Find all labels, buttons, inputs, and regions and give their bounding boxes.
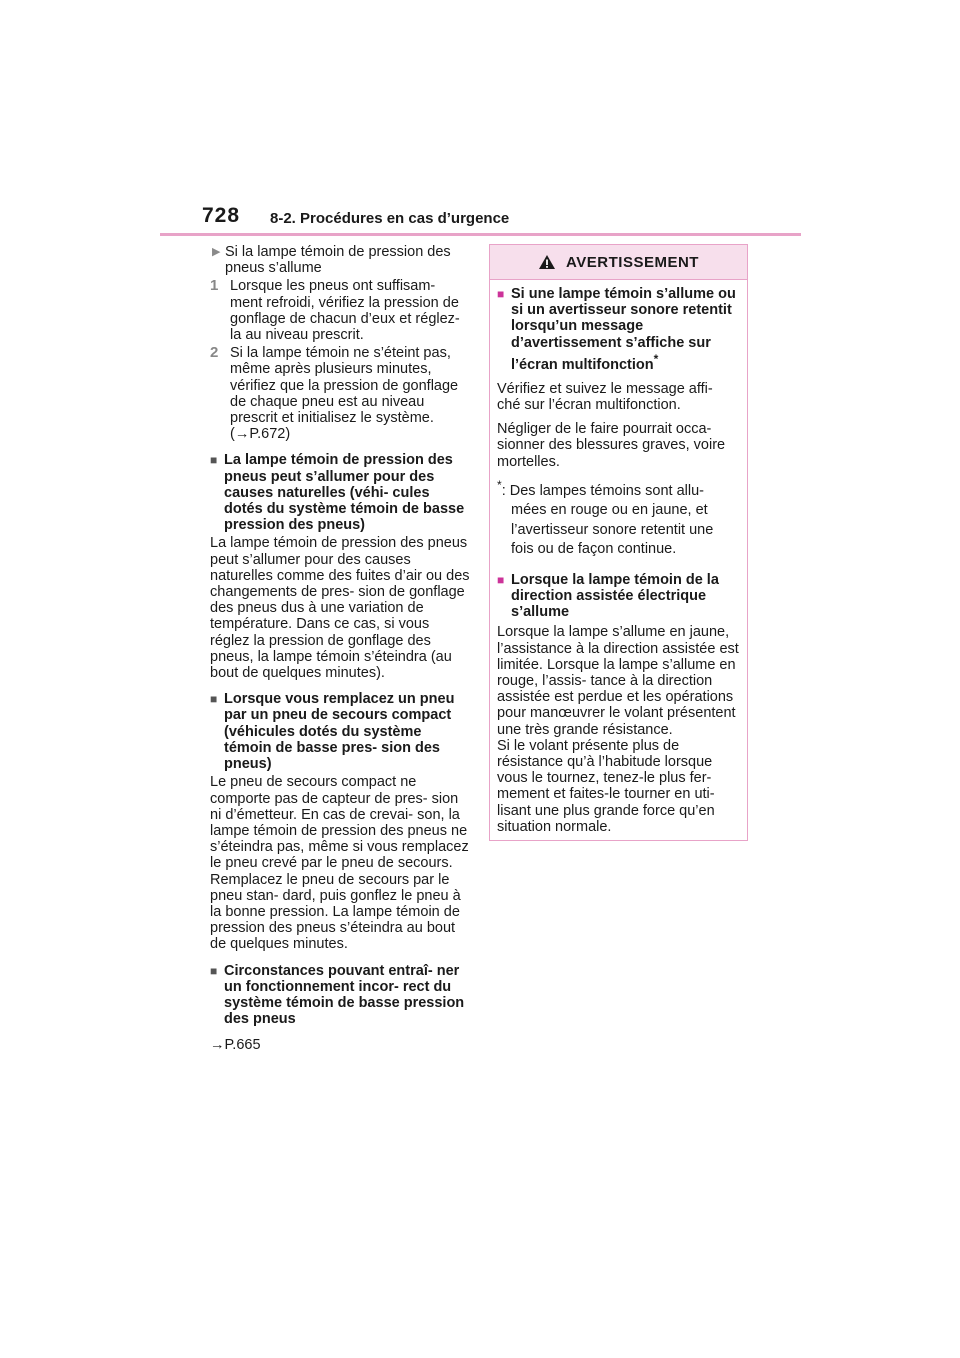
- warning-header: [490, 245, 747, 280]
- heading-text: [511, 286, 740, 373]
- heading-text: Lorsque la lampe témoin de la direction assistée électrique s’allume: [511, 571, 719, 621]
- step-number: 2: [210, 344, 219, 362]
- footnote-line: fois ou de façon continue.: [511, 541, 677, 558]
- header-divider: [160, 233, 801, 236]
- triangle-bullet-icon: ▶: [212, 246, 221, 258]
- page-reference: →P.665: [210, 1037, 261, 1054]
- warning-box: [489, 244, 748, 841]
- step-text: Lorsque les pneus ont suffisam- ment refroidi, vérifiez la pression de gonflage de chacun d’eux et réglez-la au niveau prescrit.: [230, 278, 460, 344]
- footnote-line: mées en rouge ou en jaune, et: [511, 502, 708, 519]
- warning-paragraph: Vérifiez et suivez le message affi- ché sur l’écran multifonction.: [497, 380, 713, 414]
- left-column: [210, 244, 470, 1054]
- square-bullet-icon: ■: [497, 287, 505, 301]
- paragraph: Le pneu de secours compact ne comporte pas de capteur de pres- sion ni d’émetteur. En cas de crevai- son, la lampe témoin de pression des pneus ne s’éteindra pas, même si vous remplacez le pneu crevé par le pneu de secours. Remplacez le pneu de secours par le pneu stan- dard, puis gonflez le pneu à la bonne pression. La lampe témoin de pression des pneus s’éteindra au bout de quelques minutes.: [210, 774, 469, 953]
- heading-spare-tire: [210, 691, 470, 772]
- section-title: 8-2. Procédures en cas d’urgence: [270, 210, 510, 227]
- square-bullet-icon: ■: [210, 963, 218, 978]
- step-2: [210, 345, 470, 442]
- step-text: Si la lampe témoin ne s’éteint pas, même après plusieurs minutes, vérifiez que la pression de gonflage de chaque pneu est au niveau prescrit et initialisez le système. (→P.672): [230, 345, 459, 443]
- square-bullet-icon: ■: [210, 692, 218, 707]
- heading-natural-causes: [210, 452, 470, 533]
- square-bullet-icon: ■: [497, 572, 505, 587]
- heading-text: Lorsque vous remplacez un pneu par un pneu de secours compact (véhicules dotés du système témoin de basse pres- sion des pneus): [224, 691, 455, 773]
- square-bullet-icon: ■: [210, 453, 218, 468]
- intro-item: [212, 244, 470, 276]
- heading-malfunction: [210, 963, 470, 1028]
- step-1: [210, 278, 470, 343]
- heading-text: La lampe témoin de pression des pneus peut s’allumer pour des causes naturelles (véhi- cules dotés du système témoin de basse pression des pneus): [224, 452, 465, 534]
- footnote-mark: *: [653, 351, 659, 366]
- footnote-text: : Des lampes témoins sont allu-: [501, 482, 704, 499]
- heading-text: Circonstances pouvant entraî- ner un fonctionnement incor- rect du système témoin de basse pression des pneus: [224, 962, 465, 1028]
- intro-text: Si la lampe témoin de pression des pneus s’allume: [225, 244, 451, 277]
- footnote-line: [497, 476, 740, 501]
- warning-paragraph: Lorsque la lampe s’allume en jaune, l’assistance à la direction assistée est limitée. Lorsque la lampe s’allume en rouge, l’assis- tance à la direction assistée est perdue et les opérations pour manœuvrer le volant présentent une très grande résistance.: [497, 624, 739, 738]
- page-number: 728: [202, 204, 241, 227]
- warning-heading-2: [497, 572, 740, 621]
- warning-triangle-icon: [538, 254, 556, 270]
- footnote-mark: *: [497, 477, 502, 492]
- heading-text-main: Si une lampe témoin s’allume ou si un avertisseur sonore retentit lorsqu’un message d’avertissement s’affiche sur l’écran multifonction: [511, 286, 736, 373]
- warning-body: [490, 286, 747, 835]
- footnote: [497, 476, 740, 560]
- warning-title: AVERTISSEMENT: [566, 253, 699, 271]
- paragraph: La lampe témoin de pression des pneus peut s’allumer pour des causes naturelles comme des fuites d’air ou des changements de pres- sion de gonflage des pneus dus à une variation de température. Dans ce cas, si vous réglez la pression de gonflage des pneus, la lampe témoin s’éteindra (au bout de quelques minutes).: [210, 535, 470, 682]
- warning-paragraph: Négliger de le faire pourrait occa- sionner des blessures graves, voire mortelles.: [497, 421, 726, 470]
- page-header: [202, 204, 802, 236]
- footnote-line: l’avertisseur sonore retentit une: [511, 521, 714, 538]
- warning-paragraph: Si le volant présente plus de résistance qu’à l’habitude lorsque vous le tournez, tenez-le plus fer- mement et faites-le tourner en uti- lisant une plus grande force qu’en situation normale.: [497, 737, 715, 835]
- warning-heading-1: [497, 286, 740, 373]
- step-number: 1: [210, 277, 219, 295]
